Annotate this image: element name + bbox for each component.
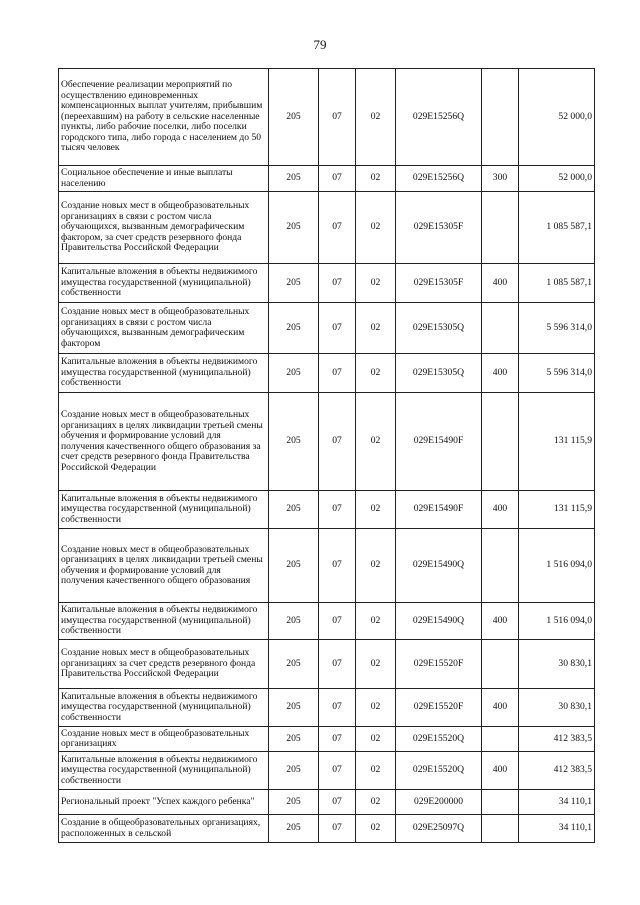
target-article-code: 029E15490Q bbox=[396, 603, 482, 640]
table-row bbox=[59, 815, 595, 843]
table-row bbox=[59, 192, 595, 264]
expense-type-code: 400 bbox=[482, 689, 519, 727]
table-row bbox=[59, 393, 595, 491]
section-code: 07 bbox=[319, 166, 356, 192]
target-article-code: 029E15256Q bbox=[396, 166, 482, 192]
ministry-code: 205 bbox=[269, 354, 319, 393]
amount: 30 830,1 bbox=[519, 640, 595, 689]
section-code: 07 bbox=[319, 303, 356, 354]
subsection-code: 02 bbox=[356, 790, 396, 815]
subsection-code: 02 bbox=[356, 354, 396, 393]
subsection-code: 02 bbox=[356, 640, 396, 689]
amount: 34 110,1 bbox=[519, 790, 595, 815]
target-article-code: 029E15305Q bbox=[396, 303, 482, 354]
amount: 1 085 587,1 bbox=[519, 192, 595, 264]
expense-type-code bbox=[482, 529, 519, 603]
ministry-code: 205 bbox=[269, 491, 319, 529]
ministry-code: 205 bbox=[269, 752, 319, 790]
target-article-code: 029E15520F bbox=[396, 640, 482, 689]
target-article-code: 029E15305Q bbox=[396, 354, 482, 393]
expense-type-code: 400 bbox=[482, 752, 519, 790]
amount: 52 000,0 bbox=[519, 69, 595, 166]
ministry-code: 205 bbox=[269, 640, 319, 689]
subsection-code: 02 bbox=[356, 192, 396, 264]
section-code: 07 bbox=[319, 689, 356, 727]
expense-type-code bbox=[482, 790, 519, 815]
section-code: 07 bbox=[319, 192, 356, 264]
subsection-code: 02 bbox=[356, 69, 396, 166]
amount: 1 085 587,1 bbox=[519, 264, 595, 303]
row-name: Социальное обеспечение и иные выплаты населению bbox=[59, 166, 269, 192]
budget-table bbox=[58, 68, 595, 843]
section-code: 07 bbox=[319, 529, 356, 603]
subsection-code: 02 bbox=[356, 264, 396, 303]
ministry-code: 205 bbox=[269, 303, 319, 354]
target-article-code: 029E15490F bbox=[396, 393, 482, 491]
target-article-code: 029E15305F bbox=[396, 264, 482, 303]
ministry-code: 205 bbox=[269, 603, 319, 640]
expense-type-code bbox=[482, 69, 519, 166]
amount: 1 516 094,0 bbox=[519, 529, 595, 603]
ministry-code: 205 bbox=[269, 727, 319, 752]
ministry-code: 205 bbox=[269, 790, 319, 815]
section-code: 07 bbox=[319, 790, 356, 815]
expense-type-code: 400 bbox=[482, 491, 519, 529]
amount: 5 596 314,0 bbox=[519, 303, 595, 354]
row-name: Создание в общеобразовательных организациях, расположенных в сельской bbox=[59, 815, 269, 843]
target-article-code: 029E15305F bbox=[396, 192, 482, 264]
subsection-code: 02 bbox=[356, 815, 396, 843]
table-row bbox=[59, 166, 595, 192]
section-code: 07 bbox=[319, 815, 356, 843]
table-row bbox=[59, 752, 595, 790]
subsection-code: 02 bbox=[356, 529, 396, 603]
row-name: Региональный проект "Успех каждого ребенка" bbox=[59, 790, 269, 815]
row-name: Обеспечение реализации мероприятий по осуществлению единовременных компенсационных выплат учителям, прибывшим (переехавшим) на работу в сельские населенные пункты, либо рабочие поселки, либо поселки городского типа, либо города с населением до 50 тысяч человек bbox=[59, 69, 269, 166]
row-name: Капитальные вложения в объекты недвижимого имущества государственной (муниципальной) собственности bbox=[59, 752, 269, 790]
row-name: Создание новых мест в общеобразовательных организациях bbox=[59, 727, 269, 752]
target-article-code: 029E15520Q bbox=[396, 752, 482, 790]
section-code: 07 bbox=[319, 640, 356, 689]
amount: 412 383,5 bbox=[519, 752, 595, 790]
subsection-code: 02 bbox=[356, 689, 396, 727]
section-code: 07 bbox=[319, 727, 356, 752]
page-number: 79 bbox=[313, 37, 327, 52]
row-name: Создание новых мест в общеобразовательных организациях в целях ликвидации третьей смены обучения и формирование условий для получения качественного общего образования bbox=[59, 529, 269, 603]
row-name: Создание новых мест в общеобразовательных организациях за счет средств резервного фонда Правительства Российской Федерации bbox=[59, 640, 269, 689]
ministry-code: 205 bbox=[269, 166, 319, 192]
table-row bbox=[59, 354, 595, 393]
expense-type-code: 400 bbox=[482, 264, 519, 303]
subsection-code: 02 bbox=[356, 603, 396, 640]
amount: 5 596 314,0 bbox=[519, 354, 595, 393]
table-row bbox=[59, 640, 595, 689]
target-article-code: 029E15490Q bbox=[396, 529, 482, 603]
expense-type-code bbox=[482, 393, 519, 491]
ministry-code: 205 bbox=[269, 393, 319, 491]
table-row bbox=[59, 603, 595, 640]
ministry-code: 205 bbox=[269, 529, 319, 603]
expense-type-code bbox=[482, 640, 519, 689]
budget-table-body bbox=[59, 69, 595, 843]
ministry-code: 205 bbox=[269, 69, 319, 166]
ministry-code: 205 bbox=[269, 689, 319, 727]
subsection-code: 02 bbox=[356, 491, 396, 529]
section-code: 07 bbox=[319, 393, 356, 491]
subsection-code: 02 bbox=[356, 303, 396, 354]
row-name: Капитальные вложения в объекты недвижимого имущества государственной (муниципальной) собственности bbox=[59, 264, 269, 303]
expense-type-code: 400 bbox=[482, 354, 519, 393]
row-name: Капитальные вложения в объекты недвижимого имущества государственной (муниципальной) собственности bbox=[59, 491, 269, 529]
target-article-code: 029E15490F bbox=[396, 491, 482, 529]
section-code: 07 bbox=[319, 354, 356, 393]
section-code: 07 bbox=[319, 603, 356, 640]
target-article-code: 029E15520Q bbox=[396, 727, 482, 752]
target-article-code: 029E25097Q bbox=[396, 815, 482, 843]
subsection-code: 02 bbox=[356, 752, 396, 790]
table-row bbox=[59, 491, 595, 529]
ministry-code: 205 bbox=[269, 192, 319, 264]
amount: 1 516 094,0 bbox=[519, 603, 595, 640]
row-name: Создание новых мест в общеобразовательных организациях в связи с ростом числа обучающихся, вызванным демографическим фактором bbox=[59, 303, 269, 354]
row-name: Создание новых мест в общеобразовательных организациях в целях ликвидации третьей смены обучения и формирование условий для получения качественного общего образования за счет средств резервного фонда Правительства Российской Федерации bbox=[59, 393, 269, 491]
subsection-code: 02 bbox=[356, 727, 396, 752]
row-name: Создание новых мест в общеобразовательных организациях в связи с ростом числа обучающихся, вызванным демографическим фактором, за счет средств резервного фонда Правительства Российской Федерации bbox=[59, 192, 269, 264]
section-code: 07 bbox=[319, 491, 356, 529]
subsection-code: 02 bbox=[356, 393, 396, 491]
target-article-code: 029E15256Q bbox=[396, 69, 482, 166]
amount: 131 115,9 bbox=[519, 393, 595, 491]
target-article-code: 029E15520F bbox=[396, 689, 482, 727]
expense-type-code bbox=[482, 727, 519, 752]
row-name: Капитальные вложения в объекты недвижимого имущества государственной (муниципальной) собственности bbox=[59, 603, 269, 640]
table-row bbox=[59, 790, 595, 815]
target-article-code: 029E200000 bbox=[396, 790, 482, 815]
expense-type-code: 300 bbox=[482, 166, 519, 192]
table-row bbox=[59, 264, 595, 303]
amount: 34 110,1 bbox=[519, 815, 595, 843]
ministry-code: 205 bbox=[269, 264, 319, 303]
table-row bbox=[59, 529, 595, 603]
section-code: 07 bbox=[319, 69, 356, 166]
table-row bbox=[59, 727, 595, 752]
section-code: 07 bbox=[319, 264, 356, 303]
row-name: Капитальные вложения в объекты недвижимого имущества государственной (муниципальной) собственности bbox=[59, 354, 269, 393]
amount: 131 115,9 bbox=[519, 491, 595, 529]
row-name: Капитальные вложения в объекты недвижимого имущества государственной (муниципальной) собственности bbox=[59, 689, 269, 727]
amount: 52 000,0 bbox=[519, 166, 595, 192]
subsection-code: 02 bbox=[356, 166, 396, 192]
table-row bbox=[59, 303, 595, 354]
expense-type-code bbox=[482, 192, 519, 264]
section-code: 07 bbox=[319, 752, 356, 790]
amount: 30 830,1 bbox=[519, 689, 595, 727]
expense-type-code bbox=[482, 815, 519, 843]
table-row bbox=[59, 689, 595, 727]
amount: 412 383,5 bbox=[519, 727, 595, 752]
table-row bbox=[59, 69, 595, 166]
ministry-code: 205 bbox=[269, 815, 319, 843]
expense-type-code: 400 bbox=[482, 603, 519, 640]
expense-type-code bbox=[482, 303, 519, 354]
